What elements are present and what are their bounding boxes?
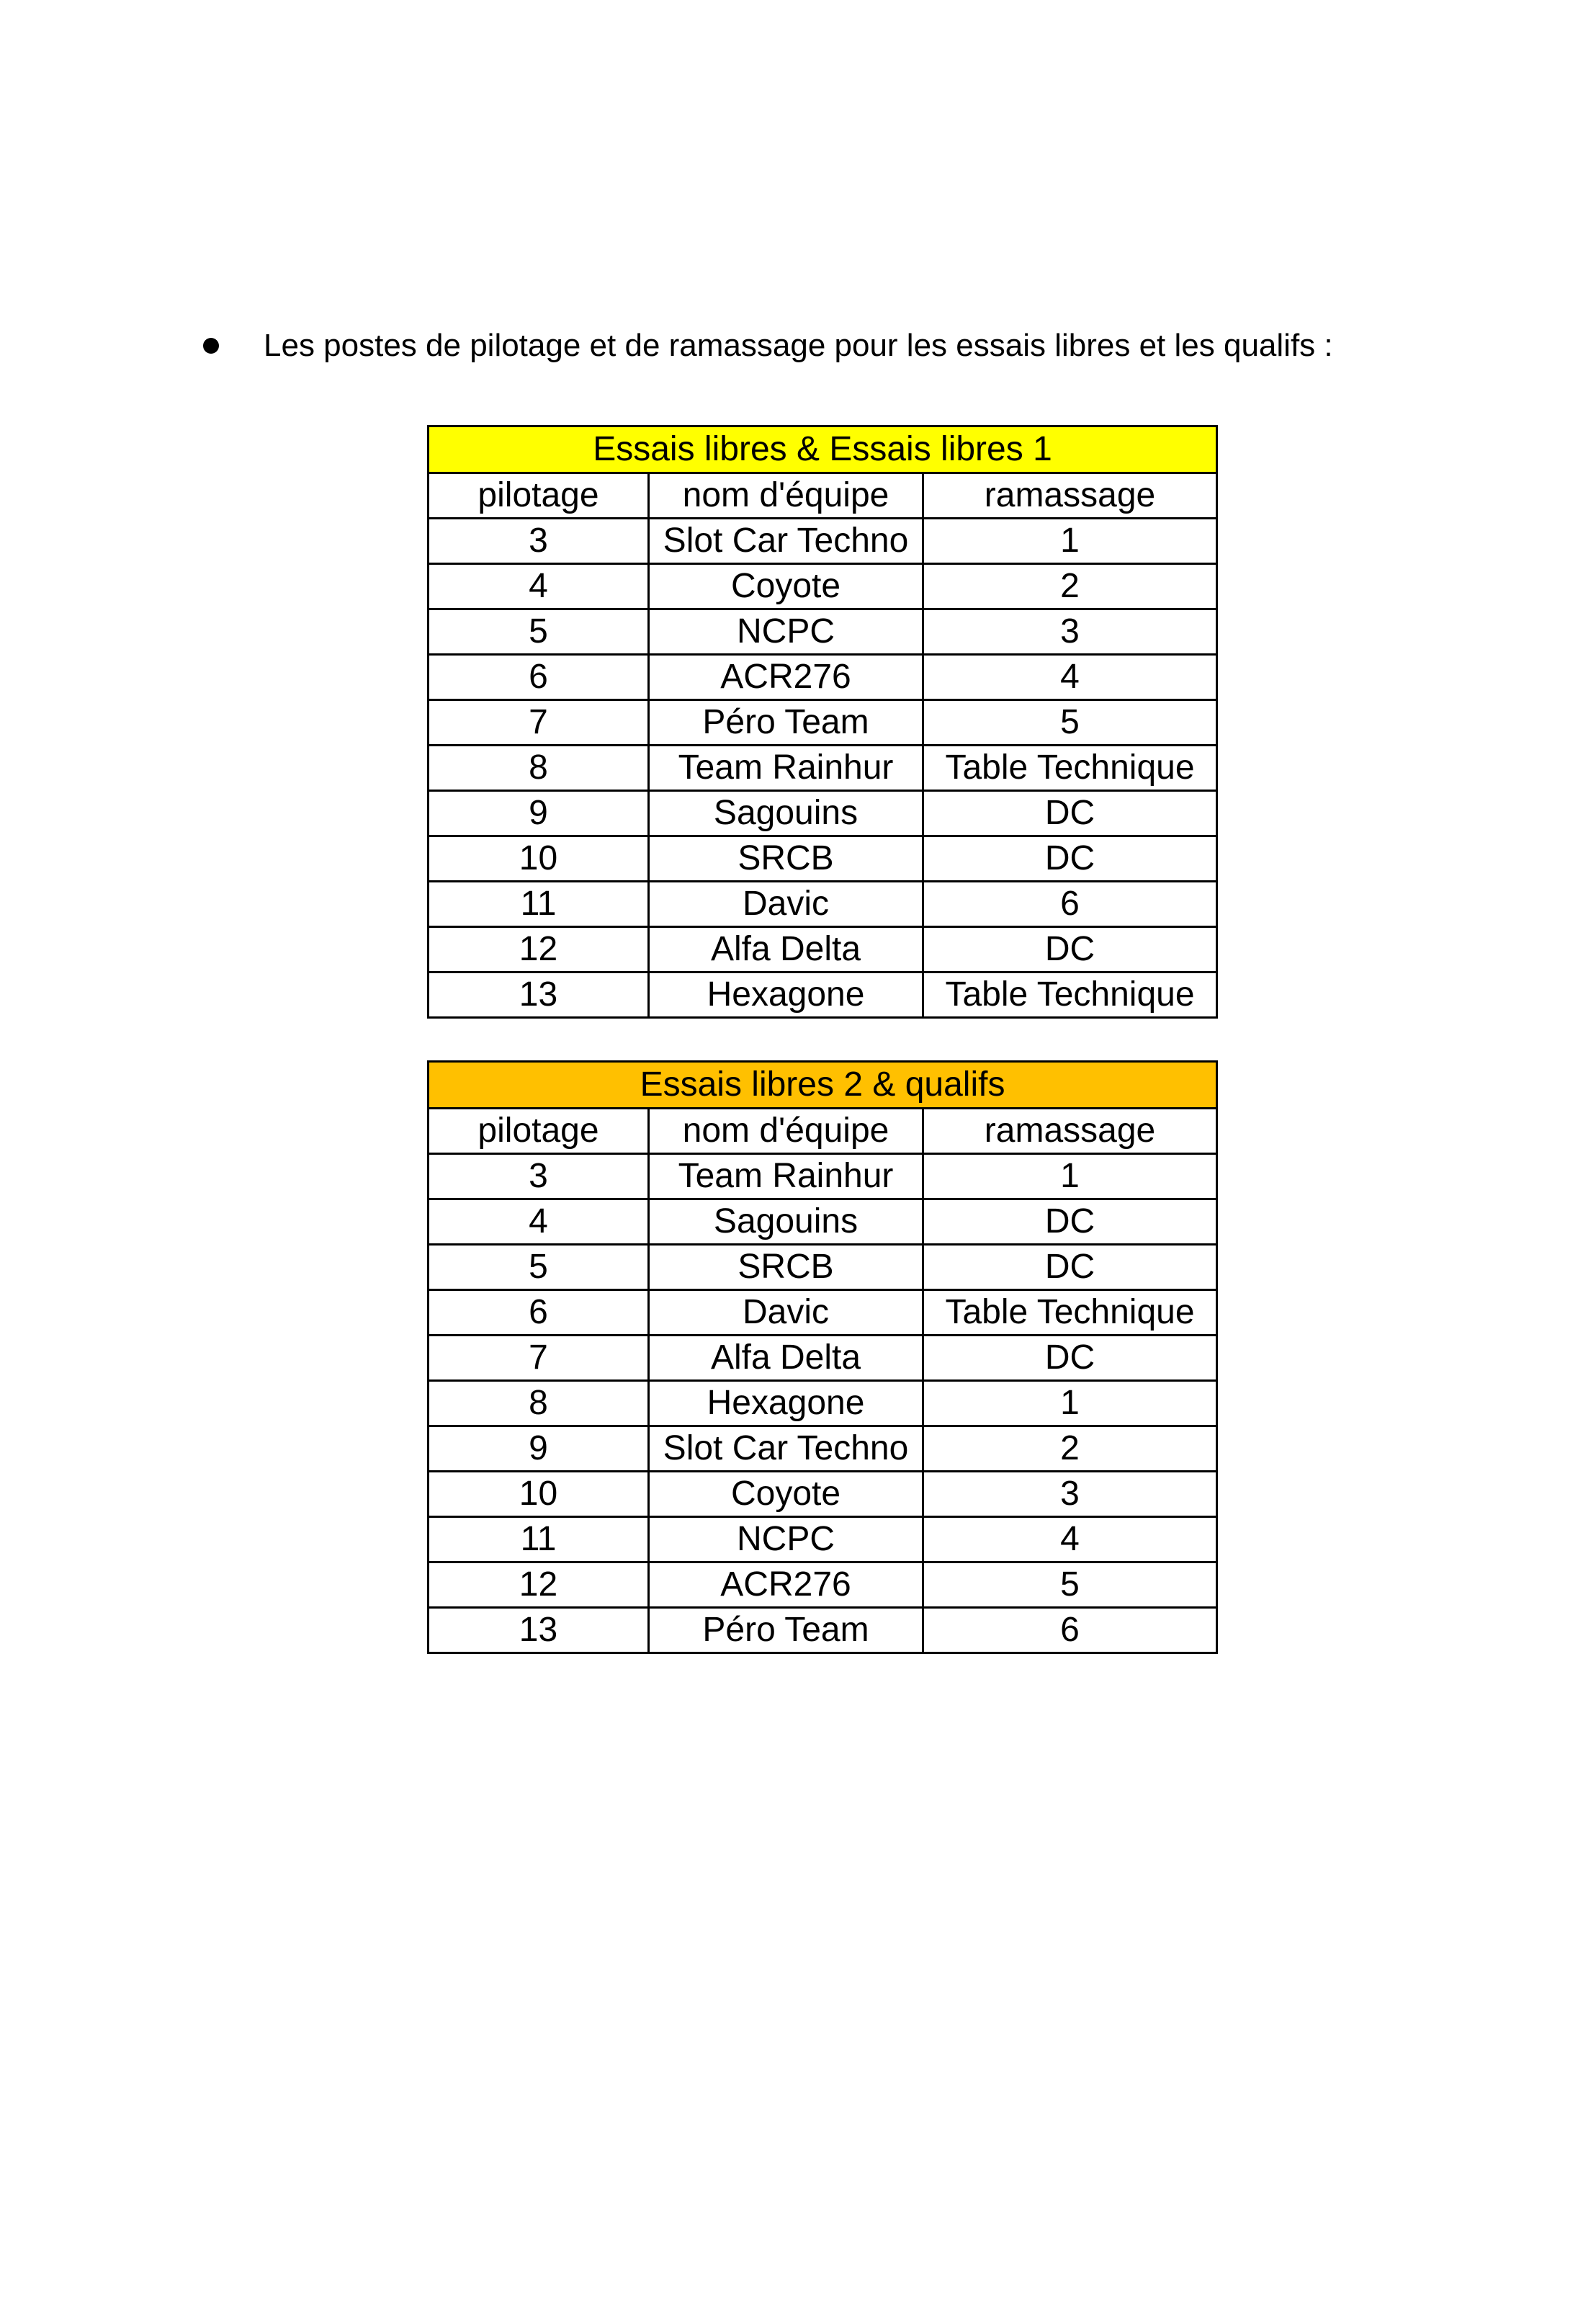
table-row [429,1154,1217,1199]
pilotage-cell: 12 [429,927,649,972]
team-name-cell: Hexagone [649,972,923,1018]
column-header-team-name: nom d'équipe [649,473,923,519]
table-row [429,1517,1217,1562]
ramassage-cell: 4 [923,1517,1217,1562]
ramassage-cell: 2 [923,1426,1217,1472]
column-header-ramassage: ramassage [923,1109,1217,1154]
team-name-cell: NCPC [649,1517,923,1562]
team-name-cell: Sagouins [649,1199,923,1245]
pilotage-cell: 3 [429,1154,649,1199]
ramassage-cell: 3 [923,1472,1217,1517]
team-name-cell: Slot Car Techno [649,519,923,564]
team-name-cell: NCPC [649,609,923,655]
pilotage-cell: 10 [429,836,649,882]
team-name-cell: Alfa Delta [649,927,923,972]
table-row [429,927,1217,972]
table-row [429,519,1217,564]
table-row [429,836,1217,882]
table-title-row [429,1062,1217,1109]
pilotage-cell: 6 [429,655,649,700]
ramassage-cell: 6 [923,882,1217,927]
team-name-cell: Team Rainhur [649,746,923,791]
ramassage-cell: 4 [923,655,1217,700]
team-name-cell: ACR276 [649,1562,923,1608]
pilotage-cell: 13 [429,972,649,1018]
team-name-cell: Team Rainhur [649,1154,923,1199]
bullet-icon [203,338,219,354]
table-row [429,1608,1217,1653]
ramassage-cell: DC [923,1199,1217,1245]
pilotage-cell: 9 [429,1426,649,1472]
table-title: Essais libres 2 & qualifs [429,1062,1217,1109]
pilotage-cell: 5 [429,1245,649,1290]
table-header-row [429,473,1217,519]
column-header-pilotage: pilotage [429,473,649,519]
pilotage-cell: 12 [429,1562,649,1608]
intro-text: Les postes de pilotage et de ramassage pour les essais libres et les qualifs : [264,328,1333,363]
intro-bullet-item [202,317,1333,375]
team-name-cell: Coyote [649,564,923,609]
ramassage-cell: 1 [923,1154,1217,1199]
table-row [429,1562,1217,1608]
table-row [429,791,1217,836]
table-row [429,746,1217,791]
pilotage-cell: 7 [429,700,649,746]
pilotage-cell: 11 [429,1517,649,1562]
table-title: Essais libres & Essais libres 1 [429,426,1217,473]
column-header-pilotage: pilotage [429,1109,649,1154]
ramassage-cell: DC [923,791,1217,836]
table-row [429,1336,1217,1381]
team-name-cell: Slot Car Techno [649,1426,923,1472]
team-name-cell: Davic [649,882,923,927]
team-name-cell: SRCB [649,836,923,882]
ramassage-cell: 2 [923,564,1217,609]
team-name-cell: Hexagone [649,1381,923,1426]
pilotage-cell: 11 [429,882,649,927]
team-name-cell: SRCB [649,1245,923,1290]
pilotage-cell: 8 [429,1381,649,1426]
table-row [429,1290,1217,1336]
table-header-row [429,1109,1217,1154]
ramassage-cell: 3 [923,609,1217,655]
ramassage-cell: 6 [923,1608,1217,1653]
pilotage-cell: 10 [429,1472,649,1517]
pilotage-cell: 8 [429,746,649,791]
team-name-cell: ACR276 [649,655,923,700]
team-name-cell: Sagouins [649,791,923,836]
pilotage-cell: 4 [429,564,649,609]
team-name-cell: Péro Team [649,700,923,746]
pilotage-cell: 7 [429,1336,649,1381]
team-name-cell: Davic [649,1290,923,1336]
pilotage-cell: 13 [429,1608,649,1653]
table-row [429,1381,1217,1426]
ramassage-cell: DC [923,1336,1217,1381]
table-row [429,1472,1217,1517]
ramassage-cell: Table Technique [923,1290,1217,1336]
ramassage-cell: 1 [923,1381,1217,1426]
column-header-team-name: nom d'équipe [649,1109,923,1154]
team-name-cell: Péro Team [649,1608,923,1653]
pilotage-cell: 3 [429,519,649,564]
ramassage-cell: 1 [923,519,1217,564]
table-row [429,882,1217,927]
ramassage-cell: DC [923,1245,1217,1290]
ramassage-cell: DC [923,836,1217,882]
free-practice-2-qualifs-table [427,1060,1218,1654]
table-row [429,1426,1217,1472]
pilotage-cell: 4 [429,1199,649,1245]
column-header-ramassage: ramassage [923,473,1217,519]
ramassage-cell: 5 [923,700,1217,746]
table-row [429,700,1217,746]
pilotage-cell: 9 [429,791,649,836]
table-row [429,1245,1217,1290]
pilotage-cell: 6 [429,1290,649,1336]
pilotage-cell: 5 [429,609,649,655]
table-row [429,564,1217,609]
ramassage-cell: Table Technique [923,972,1217,1018]
ramassage-cell: 5 [923,1562,1217,1608]
ramassage-cell: Table Technique [923,746,1217,791]
table-title-row [429,426,1217,473]
table-row [429,972,1217,1018]
ramassage-cell: DC [923,927,1217,972]
table-row [429,609,1217,655]
team-name-cell: Coyote [649,1472,923,1517]
free-practice-1-table [427,425,1218,1019]
table-row [429,655,1217,700]
table-row [429,1199,1217,1245]
team-name-cell: Alfa Delta [649,1336,923,1381]
